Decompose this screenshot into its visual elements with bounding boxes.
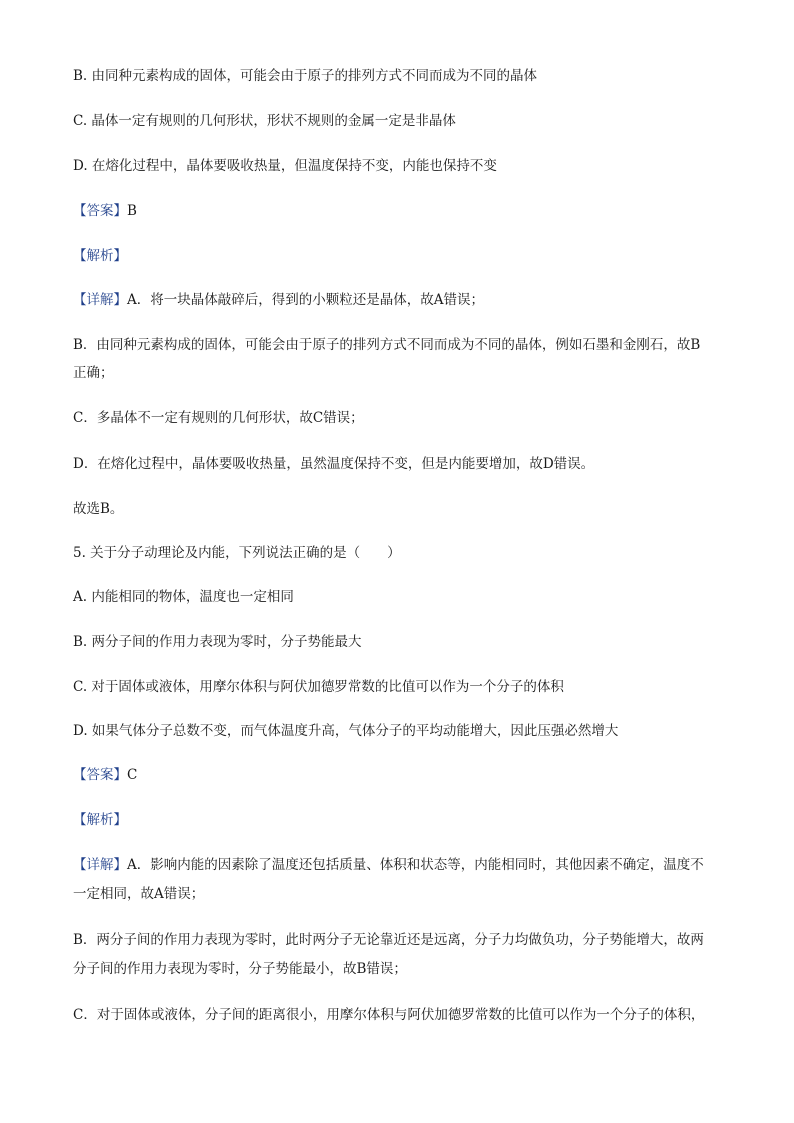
q4-option-c: C. 晶体一定有规则的几何形状，形状不规则的金属一定是非晶体 xyxy=(73,113,456,129)
q4-detail-a-line xyxy=(73,290,484,310)
detail-a-text: A．影响内能的因素除了温度还包括质量、体积和状态等，内能相同时，其他因素不确定，温度不 xyxy=(127,857,704,873)
answer-value: B xyxy=(127,203,137,219)
q5-detail-b-line2: 分子间的作用力表现为零时，分子势能最小，故B错误； xyxy=(73,961,407,977)
q5-stem: 5. 关于分子动理论及内能，下列说法正确的是（ ） xyxy=(73,545,401,561)
q5-detail-b-line1: B．两分子间的作用力表现为零时，此时两分子无论靠近还是远离，分子力均做负功，分子势能增大，故两 xyxy=(73,932,704,948)
q5-detail-a-line1 xyxy=(73,855,704,875)
q5-option-d: D. 如果气体分子总数不变，而气体温度升高，气体分子的平均动能增大，因此压强必然增大 xyxy=(73,723,619,739)
q5-detail-c-line1: C．对于固体或液体，分子间的距离很小，用摩尔体积与阿伏加德罗常数的比值可以作为一个分子的体积， xyxy=(73,1007,705,1023)
q4-conclusion: 故选B。 xyxy=(73,501,124,517)
q4-analysis-tag: 【解析】 xyxy=(73,248,127,264)
q4-detail-b-line1: B．由同种元素构成的固体，可能会由于原子的排列方式不同而成为不同的晶体，例如石墨和金刚石，故B xyxy=(73,337,701,353)
q4-detail-b-line2: 正确； xyxy=(73,365,114,381)
q5-option-c: C. 对于固体或液体，用摩尔体积与阿伏加德罗常数的比值可以作为一个分子的体积 xyxy=(73,679,564,695)
q5-option-b: B. 两分子间的作用力表现为零时，分子势能最大 xyxy=(73,634,362,650)
q5-option-a: A. 内能相同的物体，温度也一定相同 xyxy=(73,589,294,605)
q4-detail-d: D．在熔化过程中，晶体要吸收热量，虽然温度保持不变，但是内能要增加，故D错误。 xyxy=(73,456,595,472)
q4-detail-c: C．多晶体不一定有规则的几何形状，故C错误； xyxy=(73,410,364,426)
detail-tag: 【详解】 xyxy=(73,857,127,873)
answer-tag: 【答案】 xyxy=(73,767,127,783)
q5-analysis-tag: 【解析】 xyxy=(73,812,127,828)
q4-option-d: D. 在熔化过程中，晶体要吸收热量，但温度保持不变，内能也保持不变 xyxy=(73,158,497,174)
answer-tag: 【答案】 xyxy=(73,203,127,219)
q4-option-b: B. 由同种元素构成的固体，可能会由于原子的排列方式不同而成为不同的晶体 xyxy=(73,68,538,84)
q5-answer-line xyxy=(73,765,137,785)
detail-a-text: A．将一块晶体敲碎后，得到的小颗粒还是晶体，故A错误； xyxy=(127,292,484,308)
answer-value: C xyxy=(127,767,138,783)
detail-tag: 【详解】 xyxy=(73,292,127,308)
q4-answer-line xyxy=(73,201,137,221)
q5-detail-a-line2: 一定相同，故A错误； xyxy=(73,886,205,902)
